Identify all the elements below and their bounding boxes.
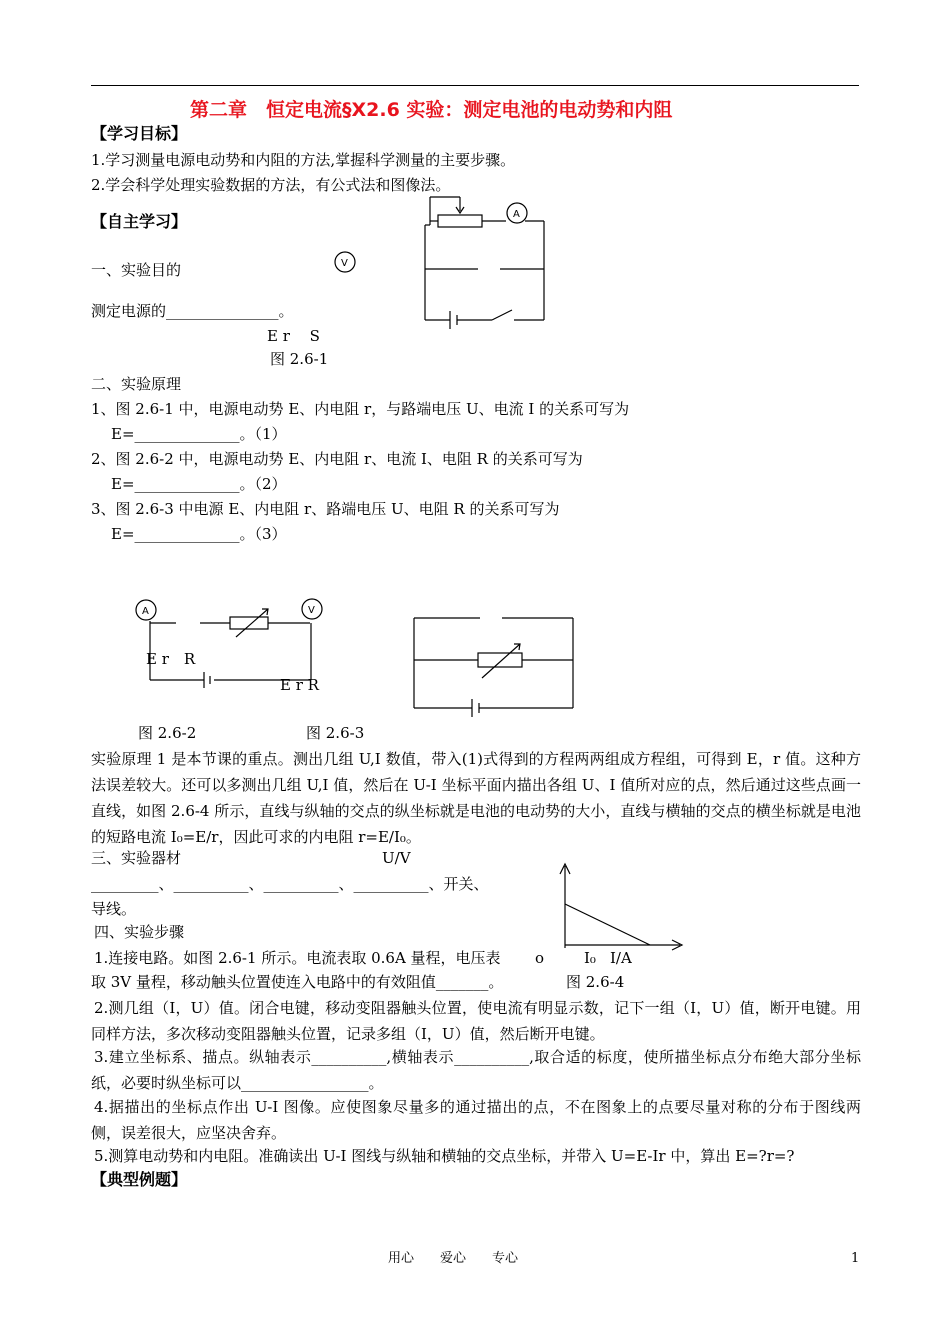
step-1-line-b: 取 3V 量程，移动触头位置使连入电路中的有效阻值_______。 [91,973,504,991]
graph-intercept-label: I₀ [584,949,596,967]
figure-2-6-3-caption: 图 2.6-3 [306,724,365,742]
figure-2-6-2-caption: 图 2.6-2 [138,724,197,742]
ammeter-label-2: A [142,606,149,617]
equipment-title: 三、实验器材 [91,849,182,867]
graph-y-axis-label: U/V [382,849,411,867]
footer-text: 用心 爱心 专心 [388,1251,519,1266]
step-2: 2.测几组（I，U）值。闭合电键，移动变阻器触头位置，使电流有明显示数，记下一组（I，U）值，断开电键。用同样方法，多次移动变阻器触头位置，记录多组（I，U）值，然后断开电键。 [91,999,861,1043]
voltmeter-label: V [341,258,348,269]
equipment-line-1: _________、__________、__________、__________、开关、 [91,875,489,893]
figure-2-6-1-caption: 图 2.6-1 [270,350,329,368]
figure-2-6-1-circuit [330,185,560,335]
ammeter-label-1: A [513,209,520,220]
purpose-title: 一、实验目的 [91,261,182,279]
objectives-heading: 【学习目标】 [91,124,188,143]
principle-formula-1: E=______________。（1） [111,425,287,443]
equipment-line-2: 导线。 [91,900,137,918]
step-1-line-a: 1.连接电路。如图 2.6-1 所示。电流表取 0.6A 量程，电压表 [94,949,501,967]
step-3: 3.建立坐标系、描点。纵轴表示__________,横轴表示__________,取合适的标度，使所描坐标点分布绝大部分坐标纸，必要时纵坐标可以_________________。 [91,1048,861,1092]
figure-2-6-1-labels: E r S [267,327,320,345]
self-study-heading: 【自主学习】 [91,212,188,231]
figure-2-6-4-caption: 图 2.6-4 [566,973,625,991]
header-rule [91,85,859,86]
figure-2-6-3-circuit [408,608,578,720]
voltmeter-label-2: V [308,605,315,616]
figure-2-6-3-labels: E r R [280,676,319,694]
principle-explanation: 实验原理 1 是本节课的重点。测出几组 U,I 数值，带入(1)式得到的方程两两组成方程组，可得到 E，r 值。这种方法误差较大。还可以多测出几组 U,I 值，然后在 U-I 坐标平面内描出各组 U、I 值所对应的点，然后通过这些点画一直线，如图 2.6-4 所示，直线与纵轴的交点的纵坐标就是电池的电动势的大小，直线与横轴的交点的横坐标就是电池的短路电流 I₀=E/r，因此可求的内电阻 r=E/I₀。 [91,750,861,846]
graph-x-axis-label: I/A [610,949,632,967]
principle-formula-3: E=______________。（3） [111,525,287,543]
principle-formula-2: E=______________。（2） [111,475,287,493]
principle-item-1: 1、图 2.6-1 中，电源电动势 E、内电阻 r，与路端电压 U、电流 I 的关系可写为 [91,400,630,418]
objective-item-1: 1.学习测量电源电动势和内阻的方法,掌握科学测量的主要步骤。 [91,151,516,169]
steps-title: 四、实验步骤 [94,923,185,941]
graph-origin-label: o [535,949,545,967]
principle-title: 二、实验原理 [91,375,182,393]
principle-item-3: 3、图 2.6-3 中电源 E、内电阻 r、路端电压 U、电阻 R 的关系可写为 [91,500,560,518]
step-5: 5.测算电动势和内电阻。准确读出 U-I 图线与纵轴和横轴的交点坐标，并带入 U=E-Ir 中，算出 E=?r=? [94,1147,795,1165]
figure-2-6-4-graph [550,860,690,955]
purpose-text: 测定电源的_______________。 [91,302,294,320]
examples-heading: 【典型例题】 [91,1170,188,1189]
objective-item-2: 2.学会科学处理实验数据的方法，有公式法和图像法。 [91,176,451,194]
principle-item-2: 2、图 2.6-2 中，电源电动势 E、内电阻 r、电流 I、电阻 R 的关系可写为 [91,450,583,468]
page-title: 第二章 恒定电流§X2.6 实验：测定电池的电动势和内阻 [190,99,673,121]
step-4: 4.据描出的坐标点作出 U-I 图像。应使图象尽量多的通过描出的点，不在图象上的点要尽量对称的分布于图线两侧，误差很大，应坚决舍弃。 [91,1098,861,1142]
figure-2-6-2-labels: E r R [146,650,196,668]
page-number: 1 [851,1251,860,1266]
